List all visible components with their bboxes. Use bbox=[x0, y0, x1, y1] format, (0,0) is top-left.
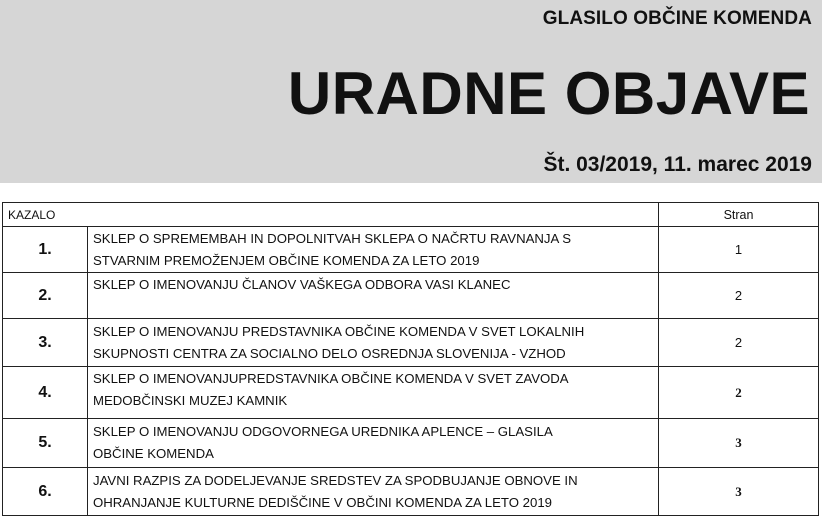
table-row bbox=[3, 227, 819, 273]
table-row bbox=[3, 319, 819, 367]
item-page: 2 bbox=[659, 319, 819, 367]
page-column-heading: Stran bbox=[659, 203, 819, 227]
item-page: 2 bbox=[659, 367, 819, 419]
publisher-name: GLASILO OBČINE KOMENDA bbox=[542, 8, 812, 29]
table-row bbox=[3, 468, 819, 516]
publication-title: URADNE OBJAVE bbox=[287, 60, 810, 127]
item-page: 2 bbox=[659, 273, 819, 319]
item-number: 1. bbox=[3, 227, 88, 273]
table-of-contents bbox=[2, 202, 819, 516]
item-number: 3. bbox=[3, 319, 88, 367]
issue-info: Št. 03/2019, 11. marec 2019 bbox=[543, 153, 812, 176]
item-number: 4. bbox=[3, 367, 88, 419]
item-title: SKLEP O IMENOVANJU PREDSTAVNIKA OBČINE KOMENDA V SVET LOKALNIH SKUPNOSTI CENTRA ZA SOCIALNO DELO OSREDNJA SLOVENIJA - VZHOD bbox=[88, 319, 659, 367]
toc-header-row bbox=[3, 203, 819, 227]
item-page: 3 bbox=[659, 419, 819, 468]
item-title: SKLEP O IMENOVANJU ODGOVORNEGA UREDNIKA APLENCE – GLASILA OBČINE KOMENDA bbox=[88, 419, 659, 468]
item-number: 6. bbox=[3, 468, 88, 516]
item-page: 1 bbox=[659, 227, 819, 273]
toc-heading: KAZALO bbox=[3, 203, 659, 227]
item-title: SKLEP O SPREMEMBAH IN DOPOLNITVAH SKLEPA O NAČRTU RAVNANJA S STVARNIM PREMOŽENJEM OBČINE KOMENDA ZA LETO 2019 bbox=[88, 227, 659, 273]
table-row bbox=[3, 273, 819, 319]
masthead bbox=[0, 0, 822, 183]
table-row bbox=[3, 419, 819, 468]
item-title: SKLEP O IMENOVANJUPREDSTAVNIKA OBČINE KOMENDA V SVET ZAVODA MEDOBČINSKI MUZEJ KAMNIK bbox=[88, 367, 659, 419]
item-number: 2. bbox=[3, 273, 88, 319]
item-number: 5. bbox=[3, 419, 88, 468]
item-title: JAVNI RAZPIS ZA DODELJEVANJE SREDSTEV ZA SPODBUJANJE OBNOVE IN OHRANJANJE KULTURNE DEDIŠČINE V OBČINI KOMENDA ZA LETO 2019 bbox=[88, 468, 659, 516]
table-row bbox=[3, 367, 819, 419]
item-page: 3 bbox=[659, 468, 819, 516]
item-title: SKLEP O IMENOVANJU ČLANOV VAŠKEGA ODBORA VASI KLANEC bbox=[88, 273, 659, 319]
